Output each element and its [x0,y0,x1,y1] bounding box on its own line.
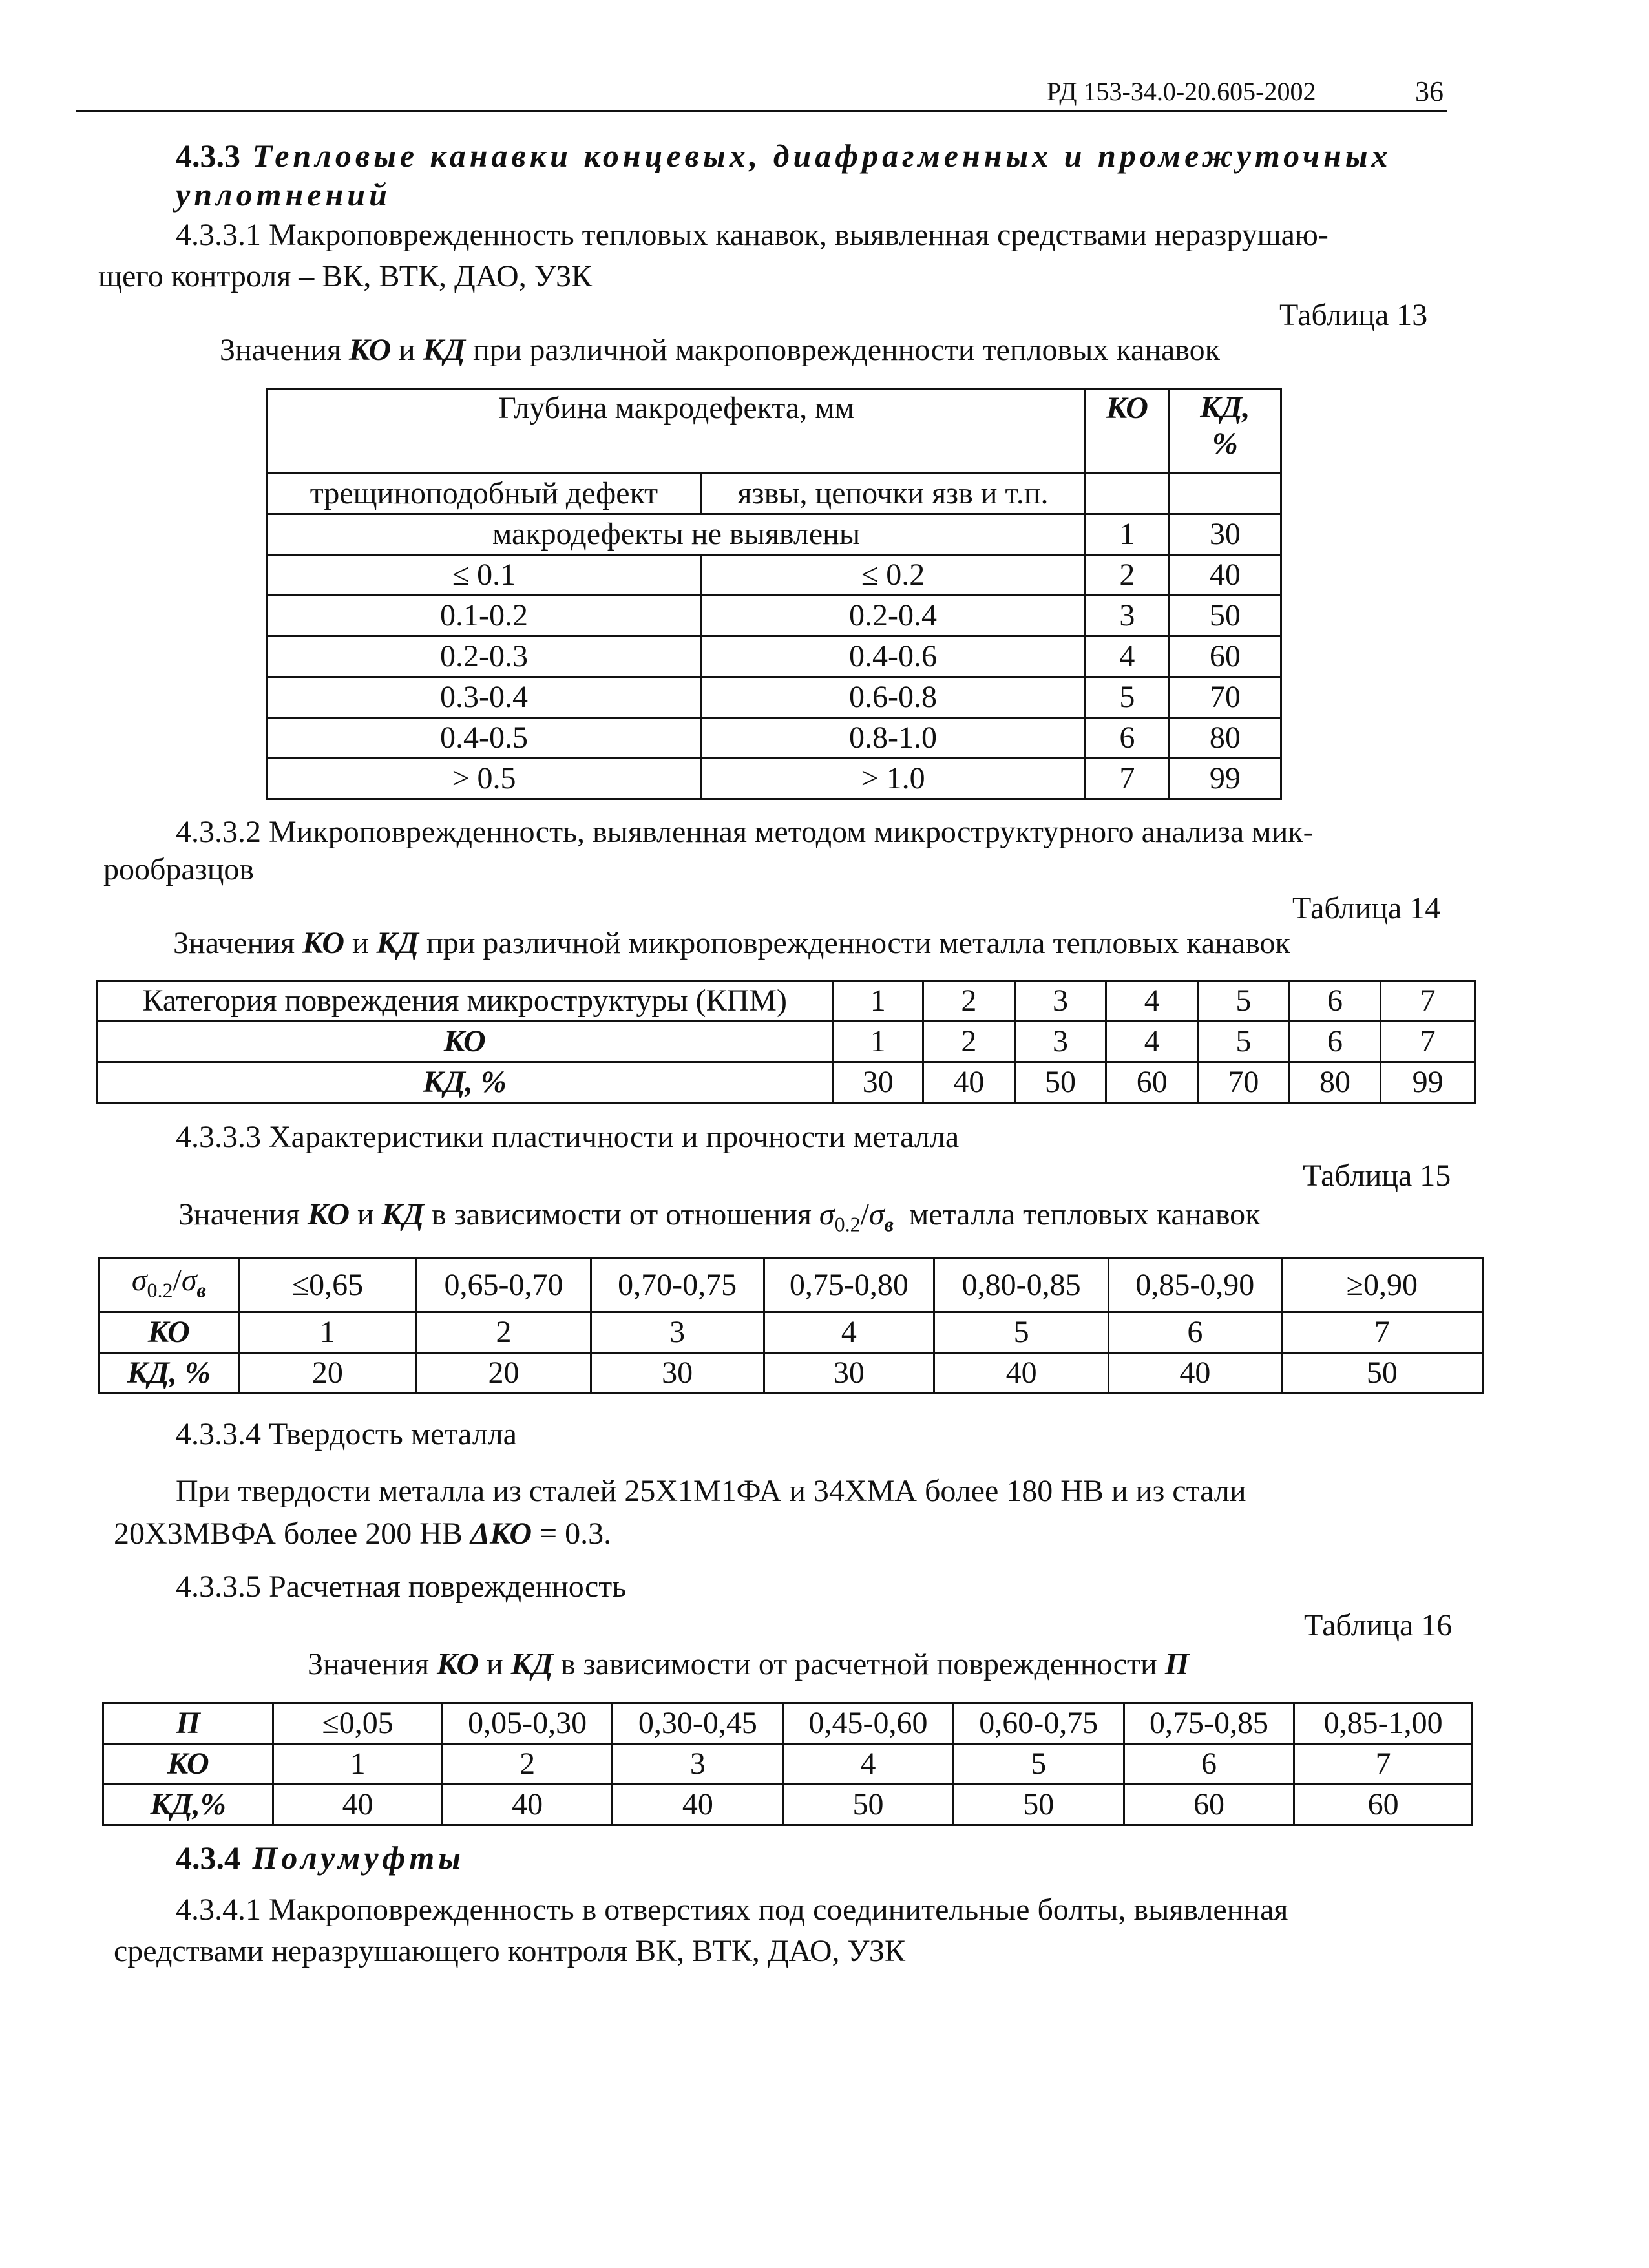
cell-ko: 7 [1294,1744,1473,1785]
caption-ko: КО [302,926,344,960]
cell-kpm: 2 [923,981,1015,1022]
sigma-subscript: в [196,1278,206,1302]
header-kd-label: КД, [1200,390,1250,425]
caption-text: и [390,333,423,367]
row-label-ko: КО [100,1312,239,1353]
cell-kd: 99 [1169,759,1281,799]
cell-kd: 99 [1381,1062,1475,1103]
delta-ko: ΔКО [470,1517,532,1551]
table-row [97,1022,1475,1062]
header-ulcer: язвы, цепочки язв и т.п. [700,474,1085,514]
table-row [103,1703,1473,1744]
header-sigma-ratio [100,1259,239,1312]
paragraph-4-3-3-3: 4.3.3.3 Характеристики пластичности и прочности металла [176,1120,960,1154]
table-13-label: Таблица 13 [1279,298,1428,332]
empty-cell [1169,474,1281,514]
cell-kd: 50 [1014,1062,1106,1103]
cell-ulcer: ≤ 0.2 [700,555,1085,596]
header-range: 0,45-0,60 [783,1703,954,1744]
table-row [268,718,1281,759]
table-13-caption [220,330,1220,371]
caption-text: и [344,926,377,960]
cell-ko: 4 [764,1312,934,1353]
row-none-text: макродефекты не выявлены [268,514,1086,555]
header-ko: КО [1086,389,1170,474]
cell-ko: 1 [833,1022,923,1062]
caption-ko: КО [437,1647,479,1681]
cell-kpm: 7 [1381,981,1475,1022]
header-p: П [103,1703,273,1744]
header-range: 0,60-0,75 [953,1703,1124,1744]
cell-ko: 7 [1281,1312,1482,1353]
caption-text: Значения [178,1197,308,1232]
cell-kpm: 6 [1289,981,1381,1022]
cell-crack: 0.4-0.5 [268,718,701,759]
cell-ko: 6 [1124,1744,1294,1785]
caption-p: П [1164,1647,1190,1681]
cell-kd: 80 [1289,1062,1381,1103]
row-label-ko: КО [97,1022,833,1062]
section-heading-4-3-4 [176,1839,465,1876]
cell-kd: 40 [934,1353,1109,1394]
caption-text: Значения [173,926,303,960]
table-row [100,1312,1483,1353]
caption-text: при различной микроповрежденности металла тепловых канавок [419,926,1290,960]
cell-ko: 4 [1106,1022,1198,1062]
cell-ko: 5 [1086,677,1170,718]
empty-cell [1086,474,1170,514]
sigma-subscript: 0.2 [834,1212,861,1236]
cell-crack: ≤ 0.1 [268,555,701,596]
cell-ko: 3 [1014,1022,1106,1062]
cell-kd: 60 [1294,1785,1473,1825]
cell-kpm: 4 [1106,981,1198,1022]
caption-text: и [349,1197,382,1232]
table-row [268,555,1281,596]
cell-ko: 1 [238,1312,416,1353]
paragraph-4-3-3-1-line1: 4.3.3.1 Макроповрежденность тепловых канавок, выявленная средствами неразрушаю- [176,218,1329,252]
document-code: РД 153-34.0-20.605-2002 [1047,77,1316,106]
row-label-kd: КД,% [103,1785,273,1825]
paragraph-4-3-3-5-title: 4.3.3.5 Расчетная поврежденность [176,1570,627,1604]
header-range: ≥0,90 [1281,1259,1482,1312]
cell-kpm: 5 [1198,981,1290,1022]
cell-ko: 5 [953,1744,1124,1785]
cell-ko: 7 [1086,759,1170,799]
cell-ko: 4 [1086,636,1170,677]
cell-kd: 60 [1106,1062,1198,1103]
cell-ko: 5 [1198,1022,1290,1062]
caption-kd: КД [381,1197,425,1232]
slash: / [173,1263,182,1297]
cell-kd: 70 [1198,1062,1290,1103]
cell-kd: 30 [764,1353,934,1394]
caption-text: в зависимости от расчетной поврежденности [553,1647,1165,1681]
cell-ko: 3 [1086,596,1170,636]
caption-text: металла тепловых канавок [893,1197,1261,1232]
paragraph-4-3-3-2-line1: 4.3.3.2 Микроповрежденность, выявленная методом микроструктурного анализа мик- [176,815,1314,849]
section-title-line2: уплотнений [176,176,391,213]
sigma-symbol: σ [131,1263,147,1297]
header-kd [1169,389,1281,474]
cell-ko: 2 [1086,555,1170,596]
table-row [100,1353,1483,1394]
caption-ko: КО [349,333,391,367]
cell-ulcer: 0.2-0.4 [700,596,1085,636]
paragraph-4-3-3-1-line2: щего контроля – ВК, ВТК, ДАО, УЗК [98,259,593,293]
table-16-caption [308,1644,1189,1685]
cell-kd: 50 [1169,596,1281,636]
row-none-ko: 1 [1086,514,1170,555]
section-number: 4.3.4 [176,1840,240,1876]
cell-kd: 30 [591,1353,764,1394]
sigma-symbol: σ [868,1197,885,1232]
cell-ulcer: 0.4-0.6 [700,636,1085,677]
table-row [268,596,1281,636]
table-row [268,759,1281,799]
table-16-label: Таблица 16 [1304,1608,1453,1643]
cell-ulcer: 0.8-1.0 [700,718,1085,759]
header-range: 0,75-0,80 [764,1259,934,1312]
cell-ko: 3 [591,1312,764,1353]
caption-kd: КД [510,1647,554,1681]
header-range: 0,05-0,30 [442,1703,613,1744]
cell-kd: 80 [1169,718,1281,759]
caption-kd: КД [423,333,466,367]
sigma-subscript: 0.2 [147,1278,173,1302]
paragraph-4-3-4-1-line2: средствами неразрушающего контроля ВК, ВТК, ДАО, УЗК [114,1934,905,1968]
table-15-caption [178,1194,1260,1245]
header-range: 0,85-0,90 [1108,1259,1281,1312]
cell-ko: 7 [1381,1022,1475,1062]
header-range: 0,70-0,75 [591,1259,764,1312]
cell-kd: 50 [783,1785,954,1825]
section-title-line1: Тепловые канавки концевых, диафрагменных и промежуточных [252,138,1392,174]
table-14-label: Таблица 14 [1292,891,1441,925]
table-row [97,1062,1475,1103]
sigma-symbol: σ [181,1263,197,1297]
cell-kd: 20 [417,1353,591,1394]
row-label-kpm: Категория повреждения микроструктуры (КПМ) [97,981,833,1022]
paragraph-4-3-3-4-line2 [114,1513,611,1555]
caption-text: при различной макроповрежденности тепловых канавок [465,333,1220,367]
row-label-kd: КД, % [97,1062,833,1103]
section-number: 4.3.3 [176,138,240,174]
text: 20Х3МВФА более 200 НВ [114,1517,470,1551]
header-range: ≤0,65 [238,1259,416,1312]
caption-text: Значения [220,333,350,367]
section-heading-4-3-3 [176,137,1449,174]
cell-ulcer: > 1.0 [700,759,1085,799]
table-row [97,981,1475,1022]
cell-kd: 20 [238,1353,416,1394]
caption-ko: КО [308,1197,350,1232]
table-row [268,677,1281,718]
cell-ko: 2 [442,1744,613,1785]
table-row [103,1785,1473,1825]
cell-crack: 0.3-0.4 [268,677,701,718]
cell-kd: 50 [1281,1353,1482,1394]
header-rule [76,110,1447,112]
header-range: 0,30-0,45 [613,1703,783,1744]
cell-ko: 3 [613,1744,783,1785]
cell-crack: > 0.5 [268,759,701,799]
table-16 [102,1702,1473,1826]
cell-ko: 6 [1289,1022,1381,1062]
cell-kd: 30 [833,1062,923,1103]
cell-kd: 40 [1108,1353,1281,1394]
cell-kd: 40 [1169,555,1281,596]
cell-ko: 6 [1086,718,1170,759]
header-range: 0,85-1,00 [1294,1703,1473,1744]
cell-ulcer: 0.6-0.8 [700,677,1085,718]
sigma-symbol: σ [819,1197,835,1232]
header-depth: Глубина макродефекта, мм [268,389,1086,474]
cell-crack: 0.2-0.3 [268,636,701,677]
cell-crack: 0.1-0.2 [268,596,701,636]
cell-ko: 5 [934,1312,1109,1353]
caption-kd: КД [376,926,419,960]
row-label-kd: КД, % [100,1353,239,1394]
header-kd-unit: % [1212,426,1238,461]
caption-text: и [478,1647,511,1681]
header-range: ≤0,05 [273,1703,442,1744]
caption-text: в зависимости от отношения [424,1197,819,1232]
cell-kd: 50 [953,1785,1124,1825]
paragraph-4-3-3-2-line2: рообразцов [103,852,255,887]
caption-text: Значения [308,1647,437,1681]
paragraph-4-3-3-4-title: 4.3.3.4 Твердость металла [176,1417,517,1451]
row-none-kd: 30 [1169,514,1281,555]
paragraph-4-3-4-1-line1: 4.3.4.1 Макроповрежденность в отверстиях под соединительные болты, выявленная [176,1893,1288,1927]
paragraph-4-3-3-4-line1: При твердости металла из сталей 25Х1М1ФА и 34ХМА более 180 НВ и из стали [176,1474,1246,1508]
table-row [268,636,1281,677]
table-14-caption [173,923,1290,964]
table-15 [98,1257,1484,1394]
section-title: Полумуфты [252,1840,465,1876]
cell-ko: 2 [923,1022,1015,1062]
row-label-ko: КО [103,1744,273,1785]
header-range: 0,65-0,70 [417,1259,591,1312]
caption-slash: / [860,1197,869,1232]
header-range: 0,80-0,85 [934,1259,1109,1312]
cell-ko: 6 [1108,1312,1281,1353]
table-14 [96,980,1476,1104]
cell-ko: 4 [783,1744,954,1785]
cell-kd: 70 [1169,677,1281,718]
cell-ko: 2 [417,1312,591,1353]
table-row [103,1744,1473,1785]
header-range: 0,75-0,85 [1124,1703,1294,1744]
text: = 0.3. [532,1517,612,1551]
page-number: 36 [1415,76,1444,107]
cell-kd: 40 [273,1785,442,1825]
cell-kd: 60 [1124,1785,1294,1825]
cell-kpm: 1 [833,981,923,1022]
cell-kd: 60 [1169,636,1281,677]
cell-kd: 40 [613,1785,783,1825]
cell-ko: 1 [273,1744,442,1785]
table-15-label: Таблица 15 [1303,1159,1451,1193]
cell-kpm: 3 [1014,981,1106,1022]
sigma-subscript: в [884,1212,894,1236]
cell-kd: 40 [923,1062,1015,1103]
table-13 [266,388,1282,800]
table-row [100,1259,1483,1312]
header-crack: трещиноподобный дефект [268,474,701,514]
cell-kd: 40 [442,1785,613,1825]
